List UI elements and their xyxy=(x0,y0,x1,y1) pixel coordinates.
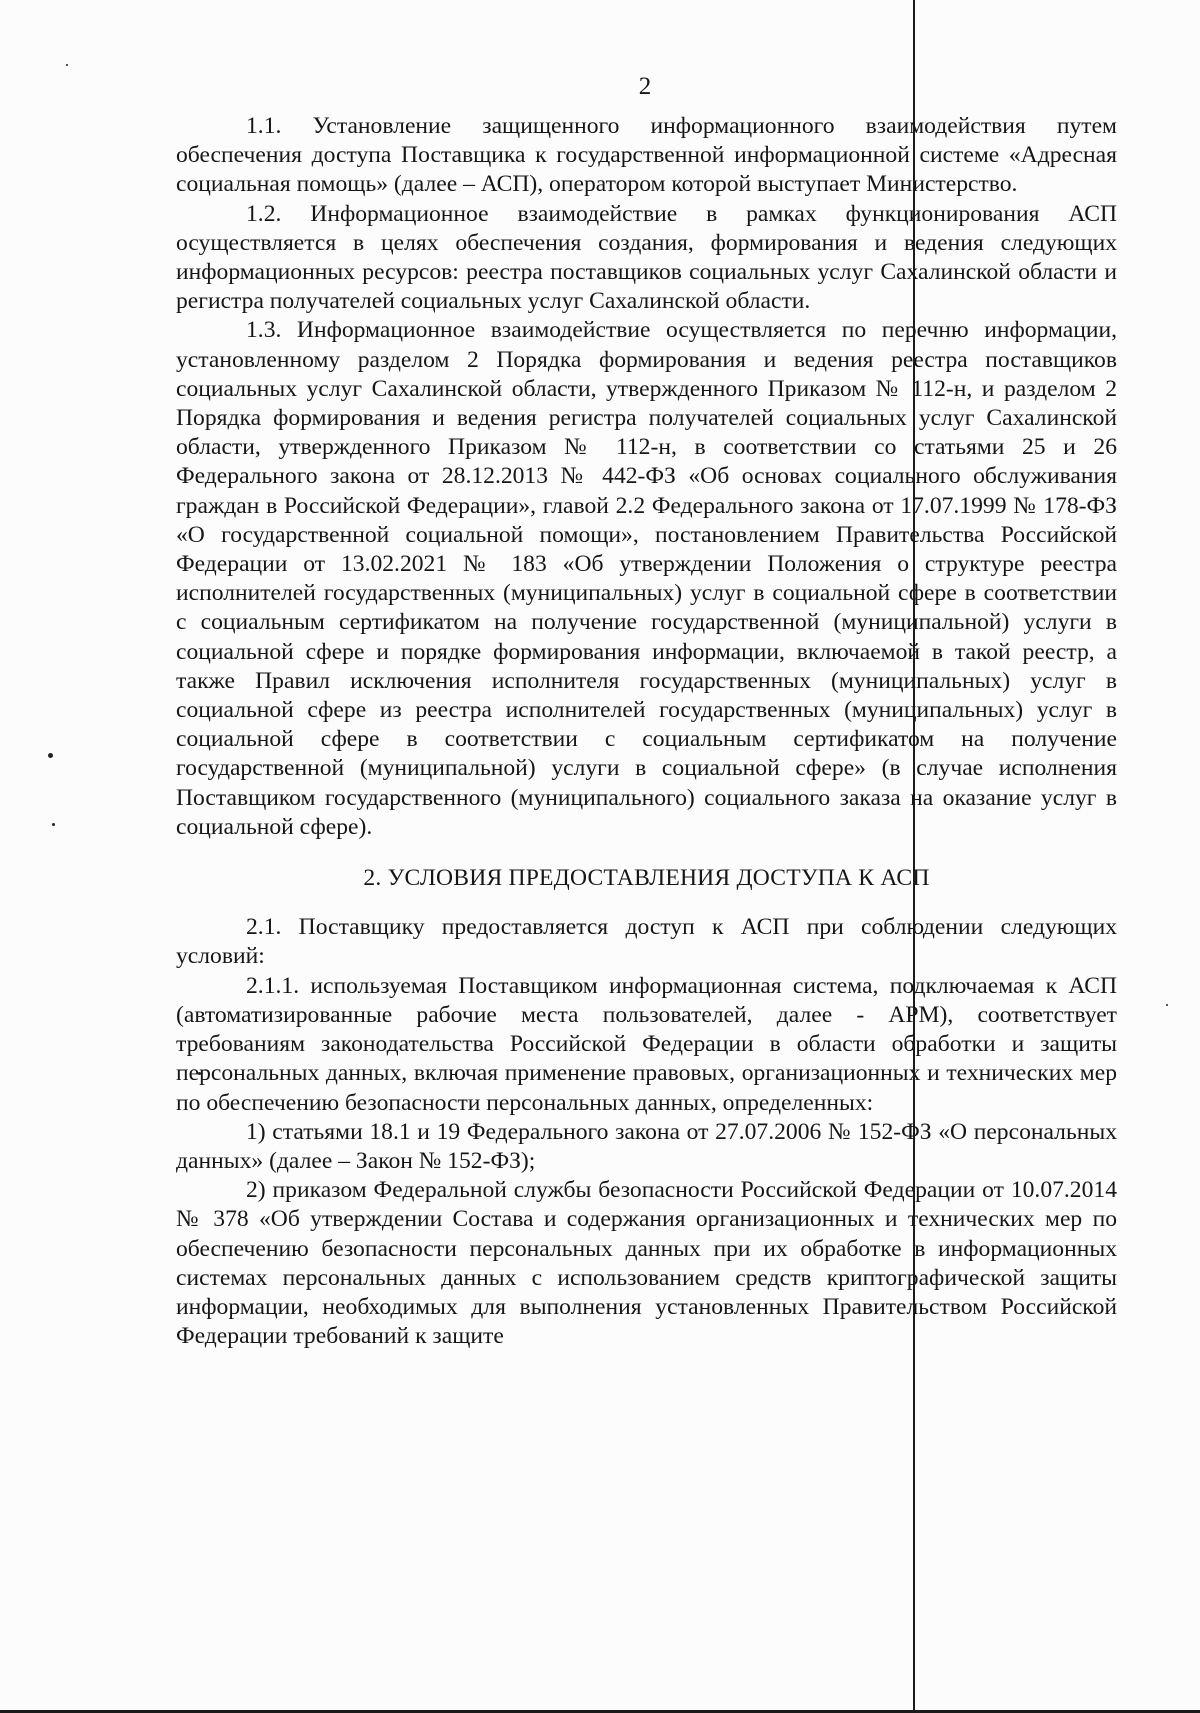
section-2-heading: 2. УСЛОВИЯ ПРЕДОСТАВЛЕНИЯ ДОСТУПА К АСП xyxy=(363,865,930,892)
page-number: 2 xyxy=(638,73,652,100)
paragraph-1-3: 1.3. Информационное взаимодействие осуществляется по перечню информации, установленному разделом 2 Порядка формирования и ведения реестра поставщиков социальных услуг Сахалинской области, утвержденного Приказом № 112-н, и разделом 2 Порядка формирования и ведения регистра получателей социальных услуг Сахалинской области, утвержденного Приказом № 112-н, в соответствии со статьями 25 и 26 Федерального закона от 28.12.2013 № 442-ФЗ «Об основах социального обслуживания граждан в Российской Федерации», главой 2.2 Федерального закона от 17.07.1999 № 178-ФЗ «О государственной социальной помощи», постановлением Правительства Российской Федерации от 13.02.2021 № 183 «Об утверждении Положения о структуре реестра исполнителей государственных (муниципальных) услуг в социальной сфере в соответствии с социальным сертификатом на получение государственной (муниципальной) услуги в социальной сфере и порядке формирования информации, включаемой в такой реестр, а также Правил исключения исполнителя государственных (муниципальных) услуг в социальной сфере из реестра исполнителей государственных (муниципальных) услуг в социальной сфере в соответствии с социальным сертификатом на получение государственной (муниципальной) услуги в социальной сфере» (в случае исполнения Поставщиком государственного (муниципального) социального заказа на оказание услуг в социальной сфере). xyxy=(176,317,1117,840)
scan-speck xyxy=(66,64,68,66)
scan-speck xyxy=(48,753,53,758)
paragraph-1-1: 1.1. Установление защищенного информационного взаимодействия путем обеспечения доступа Поставщика к государственной информационной системе «Адресная социальная помощь» (далее – АСП), оператором которой выступает Министерство. xyxy=(176,113,1117,198)
list-item-2: 2) приказом Федеральной службы безопасности Российской Федерации от 10.07.2014 № 378 «Об утверждении Состава и содержания организационных и технических мер по обеспечению безопасности персональных данных при их обработке в информационных системах персональных данных с использованием средств криптографической защиты информации, необходимых для выполнения установленных Правительством Российской Федерации требований к защите xyxy=(176,1177,1117,1350)
paragraph-2-1-1: 2.1.1. используемая Поставщиком информационная система, подключаемая к АСП (автоматизированные рабочие места пользователей, далее - АРМ), соответствует требованиям законодательства Российской Федерации в области обработки и защиты персональных данных, включая применение правовых, организационных и технических мер по обеспечению безопасности персональных данных, определенных: xyxy=(176,972,1117,1116)
scan-speck xyxy=(52,823,55,826)
paragraph-2-1: 2.1. Поставщику предоставляется доступ к АСП при соблюдении следующих условий: xyxy=(176,914,1117,970)
list-item-1: 1) статьями 18.1 и 19 Федерального закона от 27.07.2006 № 152-ФЗ «О персональных данных» (далее – Закон № 152-ФЗ); xyxy=(176,1118,1117,1174)
scan-speck xyxy=(1166,1004,1168,1006)
document-body xyxy=(176,112,1117,1351)
paragraph-1-2: 1.2. Информационное взаимодействие в рамках функционирования АСП осуществляется в целях обеспечения создания, формирования и ведения следующих информационных ресурсов: реестра поставщиков социальных услуг Сахалинской области и регистра получателей социальных услуг Сахалинской области. xyxy=(176,200,1117,315)
